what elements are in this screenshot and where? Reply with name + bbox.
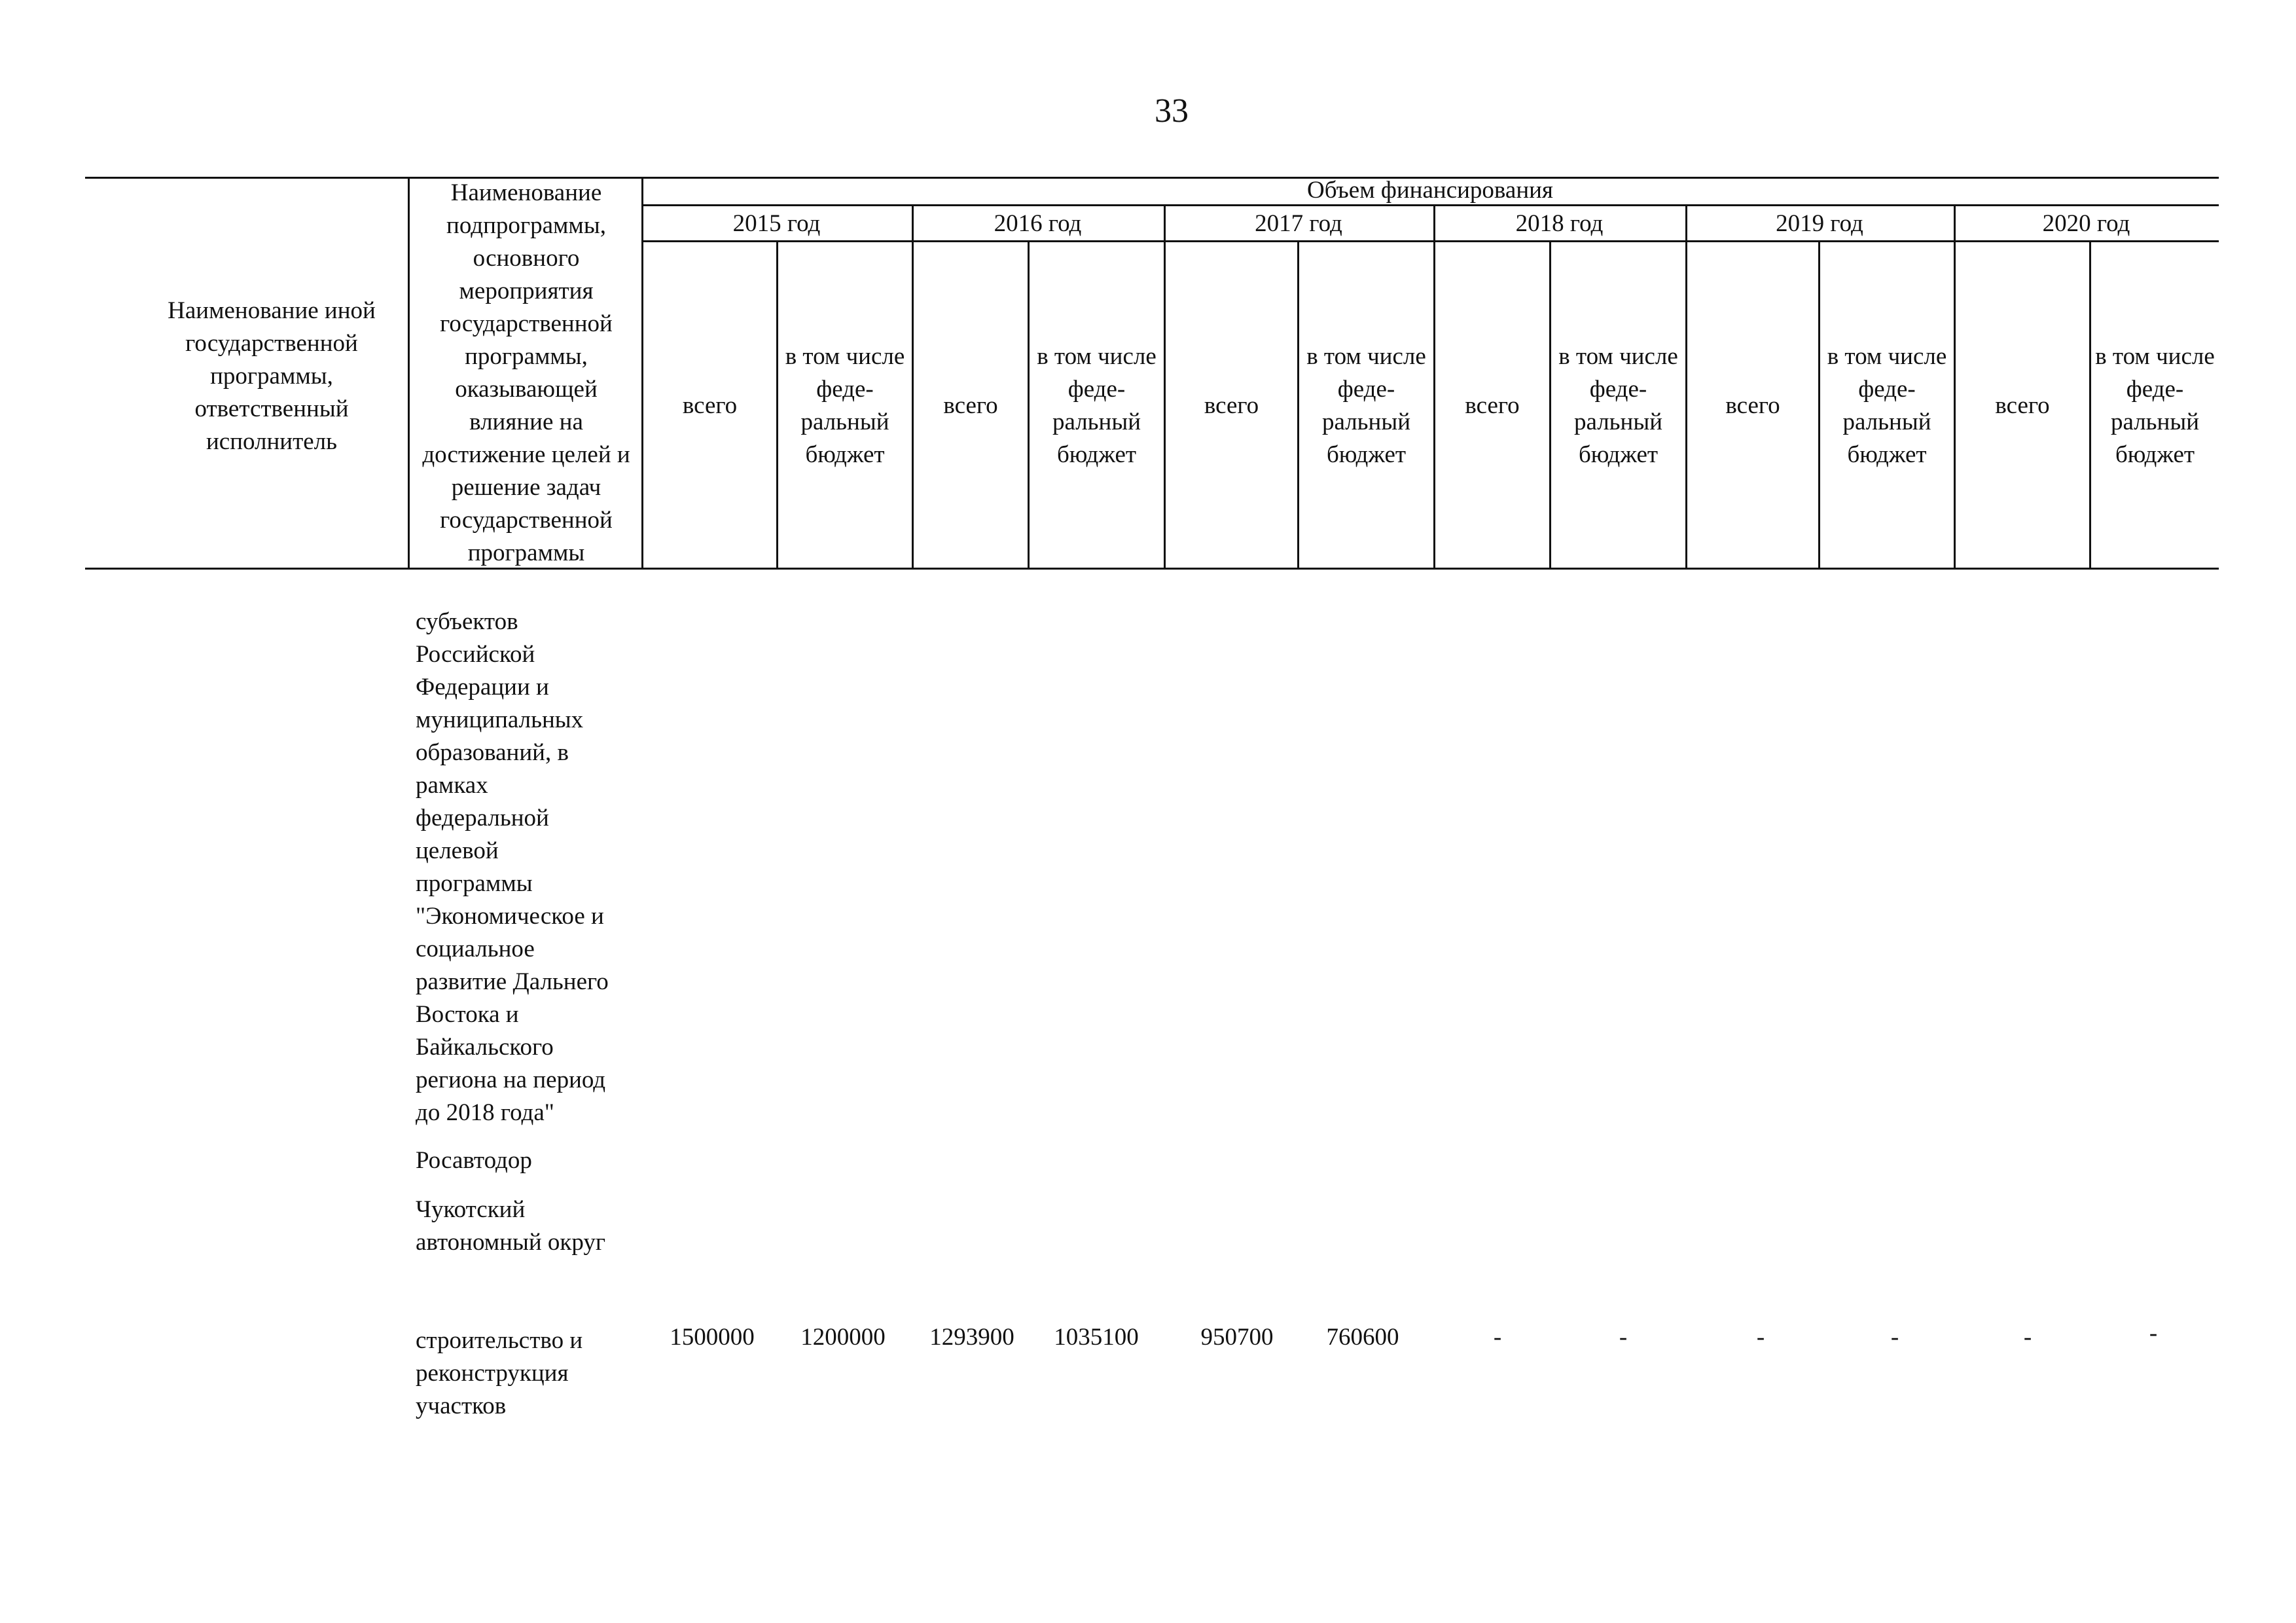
header-col-program: Наименование иной государственной программы, ответственный исполнитель	[168, 297, 376, 455]
page-number: 33	[1155, 92, 1189, 130]
header-federal: в том числе феде-ральный бюджет	[1306, 343, 1426, 468]
table-row: субъектов Российской Федерации и муниципальных образований, в рамках федеральной целевой программы "Экономическое и социальное развитие Дальнего Востока и Байкальского региона на период до 2018 года"	[416, 608, 609, 1126]
header-total: всего	[1204, 392, 1259, 419]
col-separator	[408, 177, 410, 570]
table-row: Росавтодор	[416, 1147, 532, 1174]
value-2020-total: -	[2023, 1324, 2032, 1351]
header-col-subprogram: Наименование подпрограммы, основного мероприятия государственной программы, оказывающей влияние на достижение целей и решение задач государственной программы	[422, 179, 630, 566]
value-2015-total: 1500000	[670, 1324, 755, 1351]
value-2015-federal: 1200000	[800, 1324, 886, 1351]
header-federal: в том числе феде-ральный бюджет	[785, 343, 905, 468]
header-year-2017: 2017 год	[1255, 210, 1342, 237]
header-total: всего	[682, 392, 738, 419]
header-year-2019: 2019 год	[1776, 210, 1863, 237]
value-2017-total: 950700	[1200, 1324, 1274, 1351]
header-year-2020: 2020 год	[2042, 210, 2130, 237]
value-2019-total: -	[1756, 1324, 1765, 1351]
header-total: всего	[1465, 392, 1520, 419]
header-total: всего	[1995, 392, 2050, 419]
value-2017-federal: 760600	[1326, 1324, 1399, 1351]
header-year-2016: 2016 год	[994, 210, 1082, 237]
header-total: всего	[943, 392, 998, 419]
header-federal: в том числе феде-ральный бюджет	[2095, 343, 2215, 468]
value-2018-federal: -	[1619, 1324, 1628, 1351]
header-total: всего	[1725, 392, 1780, 419]
header-financing: Объем финансирования	[1307, 177, 1553, 204]
value-2016-federal: 1035100	[1054, 1324, 1139, 1351]
table-row: строительство и реконструкция участков	[416, 1327, 583, 1419]
table-row: Чукотский автономный округ	[416, 1196, 606, 1256]
value-2018-total: -	[1493, 1324, 1502, 1351]
header-federal: в том числе феде-ральный бюджет	[1827, 343, 1947, 468]
header-federal: в том числе феде-ральный бюджет	[1558, 343, 1678, 468]
value-2019-federal: -	[1890, 1324, 1899, 1351]
value-2016-total: 1293900	[929, 1324, 1014, 1351]
header-year-2015: 2015 год	[732, 210, 821, 237]
header-year-2018: 2018 год	[1515, 210, 1604, 237]
value-2020-federal: -	[2149, 1320, 2158, 1347]
header-federal: в том числе феде-ральный бюджет	[1037, 343, 1157, 468]
